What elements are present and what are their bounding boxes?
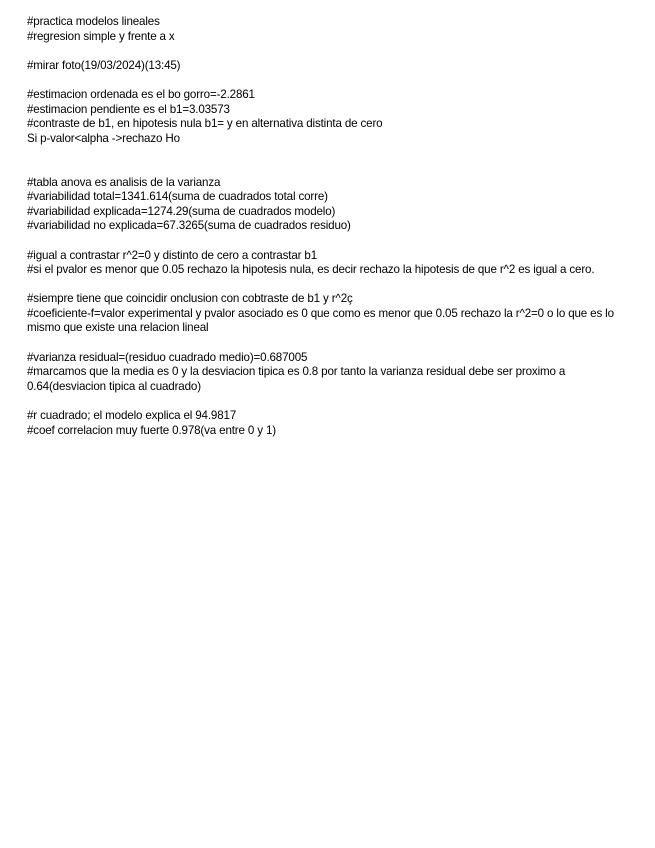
text-line: #estimacion pendiente es el b1=3.03573	[27, 102, 230, 116]
text-line: #tabla anova es analisis de la varianza	[27, 175, 221, 189]
blank-line	[27, 146, 632, 175]
text-line: #estimacion ordenada es el bo gorro=-2.2861	[27, 87, 255, 101]
text-line: #si el pvalor es menor que 0.05 rechazo la hipotesis nula, es decir rechazo la hipotesis de que r^2 es igual a cero.	[27, 263, 595, 277]
blank-line	[27, 336, 632, 351]
text-line: #practica modelos lineales	[27, 15, 160, 28]
text-line: #siempre tiene que coincidir onclusion con cobtraste de b1 y r^2ç	[27, 292, 353, 306]
text-line: #variabilidad no explicada=67.3265(suma de cuadrados residuo)	[27, 219, 351, 233]
text-line: #varianza residual=(residuo cuadrado medio)=0.687005	[27, 350, 308, 364]
text-line: #variabilidad explicada=1274.29(suma de cuadrados modelo)	[27, 204, 336, 218]
text-line: #marcamos que la media es 0 y la desviacion tipica es 0.8 por tanto la varianza residual debe ser proximo a 0.64(desviacion tipica al cuadrado)	[27, 365, 569, 393]
text-line: #igual a contrastar r^2=0 y distinto de cero a contrastar b1	[27, 248, 317, 262]
text-line: #coeficiente-f=valor experimental y pvalor asociado es 0 que como es menor que 0.05 rechazo la r^2=0 o lo que es lo mismo que existe una relacion lineal	[27, 306, 617, 335]
blank-line	[27, 73, 632, 88]
text-line: #regresion simple y frente a x	[27, 29, 175, 43]
text-line: #variabilidad total=1341.614(suma de cuadrados total corre)	[27, 190, 328, 204]
text-line: #contraste de b1, en hipotesis nula b1= y en alternativa distinta de cero	[27, 117, 383, 131]
blank-line	[27, 234, 632, 249]
text-line: #r cuadrado; el modelo explica el 94.9817	[27, 409, 237, 423]
blank-line	[27, 394, 632, 409]
text-line: Si p-valor<alpha ->rechazo Ho	[27, 131, 180, 145]
text-line: #coef correlacion muy fuerte 0.978(va entre 0 y 1)	[27, 423, 276, 437]
blank-line	[27, 44, 632, 59]
blank-line	[27, 278, 632, 293]
document-text	[27, 15, 632, 438]
text-line: #mirar foto(19/03/2024)(13:45)	[27, 58, 181, 72]
